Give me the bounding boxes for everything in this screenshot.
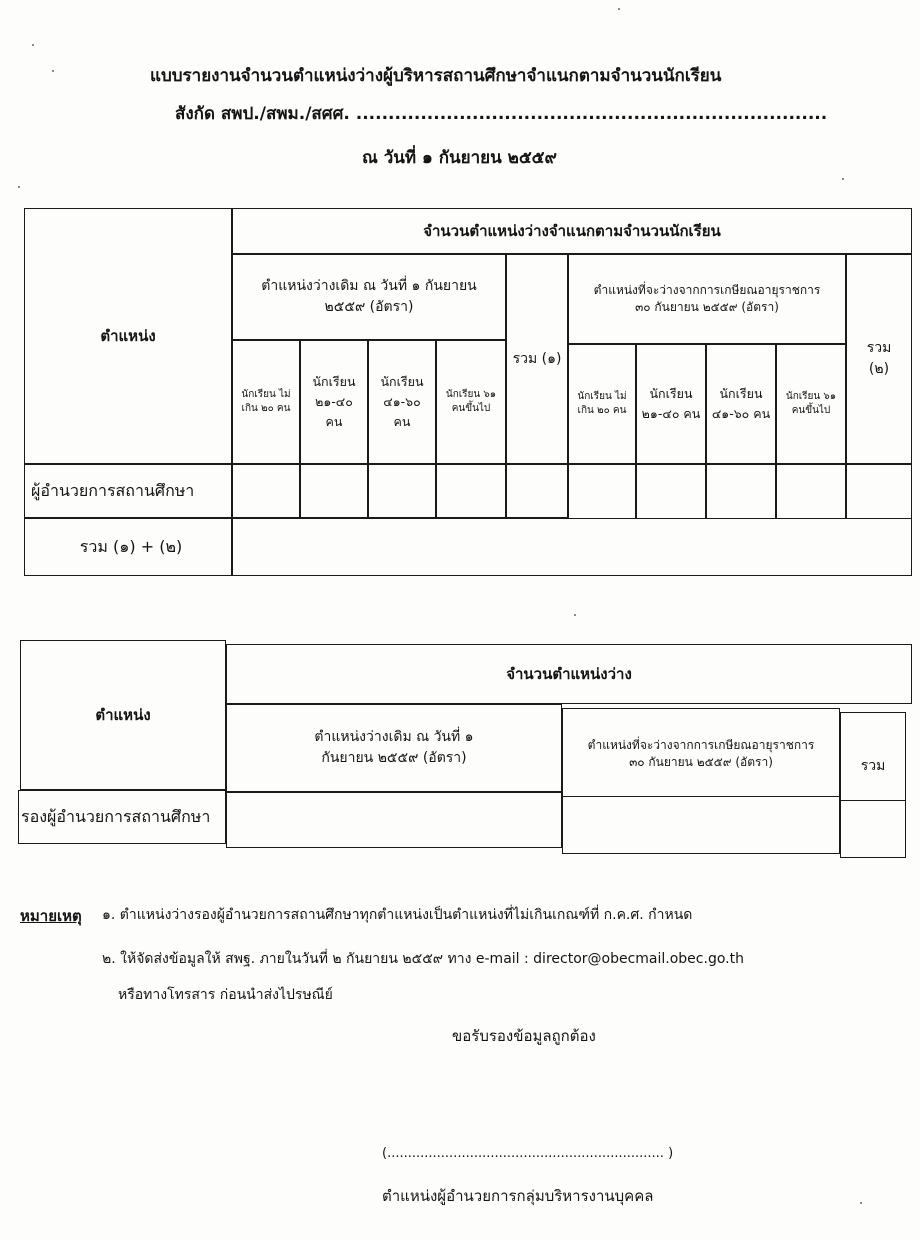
table1-row-director: ผู้อำนวยการสถานศึกษา [24,464,232,518]
table1-input-retire-1[interactable] [568,464,636,520]
table2-input-sum[interactable] [840,800,906,858]
table1-retire-col-4: นักเรียน ๖๑ คนขึ้นไป [776,344,846,464]
scan-speck [32,44,34,46]
table2-sum-header: รวม [840,712,906,802]
table1-retire-header: ตำแหน่งที่จะว่างจากการเกษียณอายุราชการ ๓๐ กันยายน ๒๕๕๙ (อัตรา) [568,254,846,344]
table2-retire-header: ตำแหน่งที่จะว่างจากการเกษียณอายุราชการ ๓๐ กันยายน ๒๕๕๙ (อัตรา) [562,708,840,800]
table1-group-header: จำนวนตำแหน่งว่างจำแนกตามจำนวนนักเรียน [232,208,912,254]
table1-input-sum2[interactable] [846,464,912,520]
table1-retire-col-2: นักเรียน ๒๑-๔๐ คน [636,344,706,464]
table1-input-retire-2[interactable] [636,464,706,520]
note-2: ๒. ให้จัดส่งข้อมูลให้ สพฐ. ภายในวันที่ ๒ กันยายน ๒๕๕๙ ทาง e-mail : director@obecmail.obec.go.th [102,951,744,967]
signer-title: ตำแหน่งผู้อำนวยการกลุ่มบริหารงานบุคคล [382,1187,654,1205]
scan-speck [860,1202,862,1204]
scan-speck [52,70,54,72]
table1-input-existing-4[interactable] [436,464,506,518]
table2-row-deputy: รองผู้อำนวยการสถานศึกษา [18,790,226,844]
table1-input-retire-3[interactable] [706,464,776,520]
table2-group-header: จำนวนตำแหน่งว่าง [226,644,912,704]
table1-input-total[interactable] [232,518,912,576]
table1-existing-col-2: นักเรียน ๒๑-๔๐ คน [300,340,368,464]
affiliation-line: สังกัด สพป./สพม./สศศ. ......................................................................... [175,104,828,124]
note-2-continued: หรือทางโทรสาร ก่อนนำส่งไปรษณีย์ [118,987,333,1003]
table1-position-header: ตำแหน่ง [24,208,232,464]
table1-existing-col-3: นักเรียน ๔๑-๖๐ คน [368,340,436,464]
note-1: ๑. ตำแหน่งว่างรองผู้อำนวยการสถานศึกษาทุกตำแหน่งเป็นตำแหน่งที่ไม่เกินเกณฑ์ที่ ก.ค.ศ. กำหนด [102,907,693,923]
table2-position-header: ตำแหน่ง [20,640,226,790]
table2-existing-header: ตำแหน่งว่างเดิม ณ วันที่ ๑ กันยายน ๒๕๕๙ (อัตรา) [226,704,562,792]
table1-total-label: รวม (๑) + (๒) [24,518,232,576]
certify-text: ขอรับรองข้อมูลถูกต้อง [452,1027,596,1045]
table1-input-sum1[interactable] [506,464,568,518]
report-date: ณ วันที่ ๑ กันยายน ๒๕๕๙ [362,148,558,168]
table2-input-existing[interactable] [226,792,562,848]
form-title: แบบรายงานจำนวนตำแหน่งว่างผู้บริหารสถานศึกษาจำแนกตามจำนวนนักเรียน [150,66,722,86]
table1-input-existing-1[interactable] [232,464,300,518]
signature-line[interactable]: (................................................................... ) [382,1146,674,1161]
table1-input-existing-2[interactable] [300,464,368,518]
table1-existing-col-4: นักเรียน ๖๑ คนขึ้นไป [436,340,506,464]
notes-label: หมายเหตุ [20,907,82,925]
table1-retire-col-3: นักเรียน ๔๑-๖๐ คน [706,344,776,464]
scan-speck [18,186,20,188]
table1-input-existing-3[interactable] [368,464,436,518]
table1-retire-col-1: นักเรียน ไม่เกิน ๒๐ คน [568,344,636,464]
table2-input-retire[interactable] [562,796,840,854]
table1-sum2-header: รวม (๒) [846,254,912,464]
table1-sum1-header: รวม (๑) [506,254,568,464]
scan-speck [574,614,576,616]
table1-existing-header: ตำแหน่งว่างเดิม ณ วันที่ ๑ กันยายน ๒๕๕๙ (อัตรา) [232,254,506,340]
table1-input-retire-4[interactable] [776,464,846,520]
table1-existing-col-1: นักเรียน ไม่เกิน ๒๐ คน [232,340,300,464]
scan-speck [618,8,620,10]
scan-speck [842,178,844,180]
